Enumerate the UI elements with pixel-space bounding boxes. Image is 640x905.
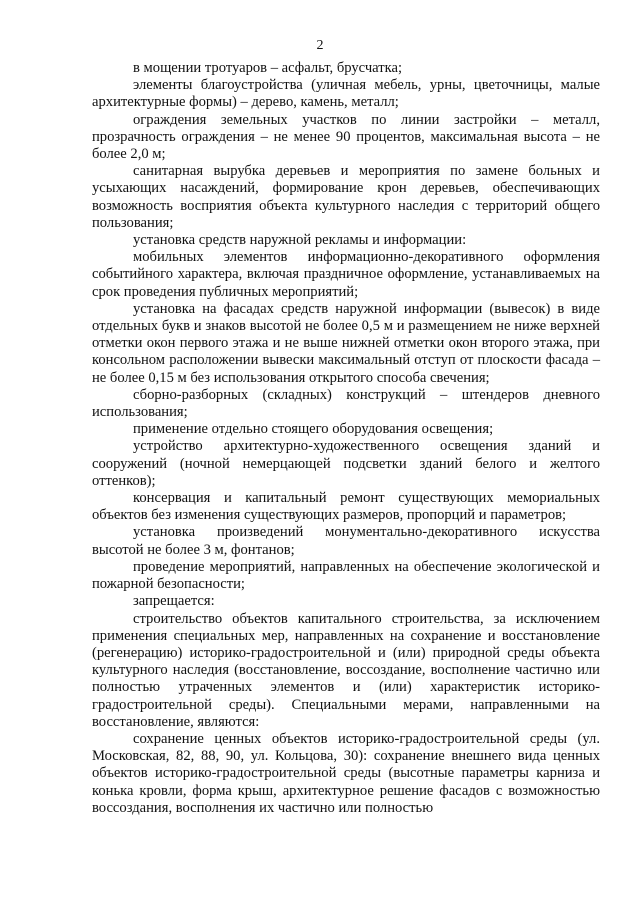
paragraph-advertising: установка средств наружной рекламы и информации: [133,232,467,249]
paragraph-lighting-equipment: применение отдельно стоящего оборудования освещения; [133,421,494,438]
paragraph-prohibited: запрещается: [133,593,215,610]
paragraph-sanitary-felling: санитарная вырубка деревьев и мероприятия по замене больных и усыхающих насаждений, формирование крон деревьев, обеспечивающих возможность восприятия объекта культурного наследия с территорий общего пользования; [92,163,600,231]
paragraph-fencing: ограждения земельных участков по линии застройки – металл, прозрачность ограждения – не менее 90 процентов, максимальная высота – не более 2,0 м; [92,111,600,163]
paragraph-architectural-lighting: устройство архитектурно-художественного освещения зданий и сооружений (ночной немерцающей подсветки зданий белого и желтого оттенков); [92,438,600,489]
paragraph-paving: в мощении тротуаров – асфальт, брусчатка; [133,60,403,76]
paragraph-folding-structures: сборно-разборных (складных) конструкций – штендеров дневного использования; [92,386,600,421]
paragraph-monumental-art: установка произведений монументально-декоративного искусства высотой не более 3 м, фонтанов; [92,524,600,558]
document-body [92,60,600,817]
page-number: 2 [316,38,324,53]
paragraph-valuable-objects: сохранение ценных объектов историко-градостроительной среды (ул. Московская, 82, 88, 90, ул. Кольцова, 30): сохранение внешнего вида ценных объектов историко-градостроительной среды (высотные параметры карниза и конька кровли, форма крыш, архитектурное решение фасадов с возможностью воссоздания, восполнения их частично или полностью [92,730,600,816]
paragraph-memorial-conservation: консервация и капитальный ремонт существующих мемориальных объектов без изменения существующих размеров, пропорций и параметров; [92,490,600,524]
paragraph-mobile-elements: мобильных элементов информационно-декоративного оформления событийного характера, включая праздничное оформление, устанавливаемых на срок проведения публичных мероприятий; [92,249,600,300]
paragraph-facade-signs: установка на фасадах средств наружной информации (вывесок) в виде отдельных букв и знаков высотой не более 0,5 м и размещением не ниже верхней отметки окон первого этажа и не выше нижней отметки окон второго этажа, при консольном расположении вывески максимальный отступ от плоскости фасада – не более 0,15 м без использования открытого способа свечения; [92,300,600,386]
paragraph-landscaping-elements: элементы благоустройства (уличная мебель, урны, цветочницы, малые архитектурные формы) – дерево, камень, металл; [92,77,600,111]
paragraph-construction: строительство объектов капитального строительства, за исключением применения специальных мер, направленных на сохранение и восстановление (регенерацию) историко-градостроительной и (или) природной среды объекта культурного наследия (восстановление, воссоздание, восполнение частично или полностью утраченных элементов и (или) характеристик историко-градостроительной среды). Специальными мерами, направленными на восстановление, являются: [92,610,600,730]
paragraph-safety-measures: проведение мероприятий, направленных на обеспечение экологической и пожарной безопасности; [92,558,600,593]
